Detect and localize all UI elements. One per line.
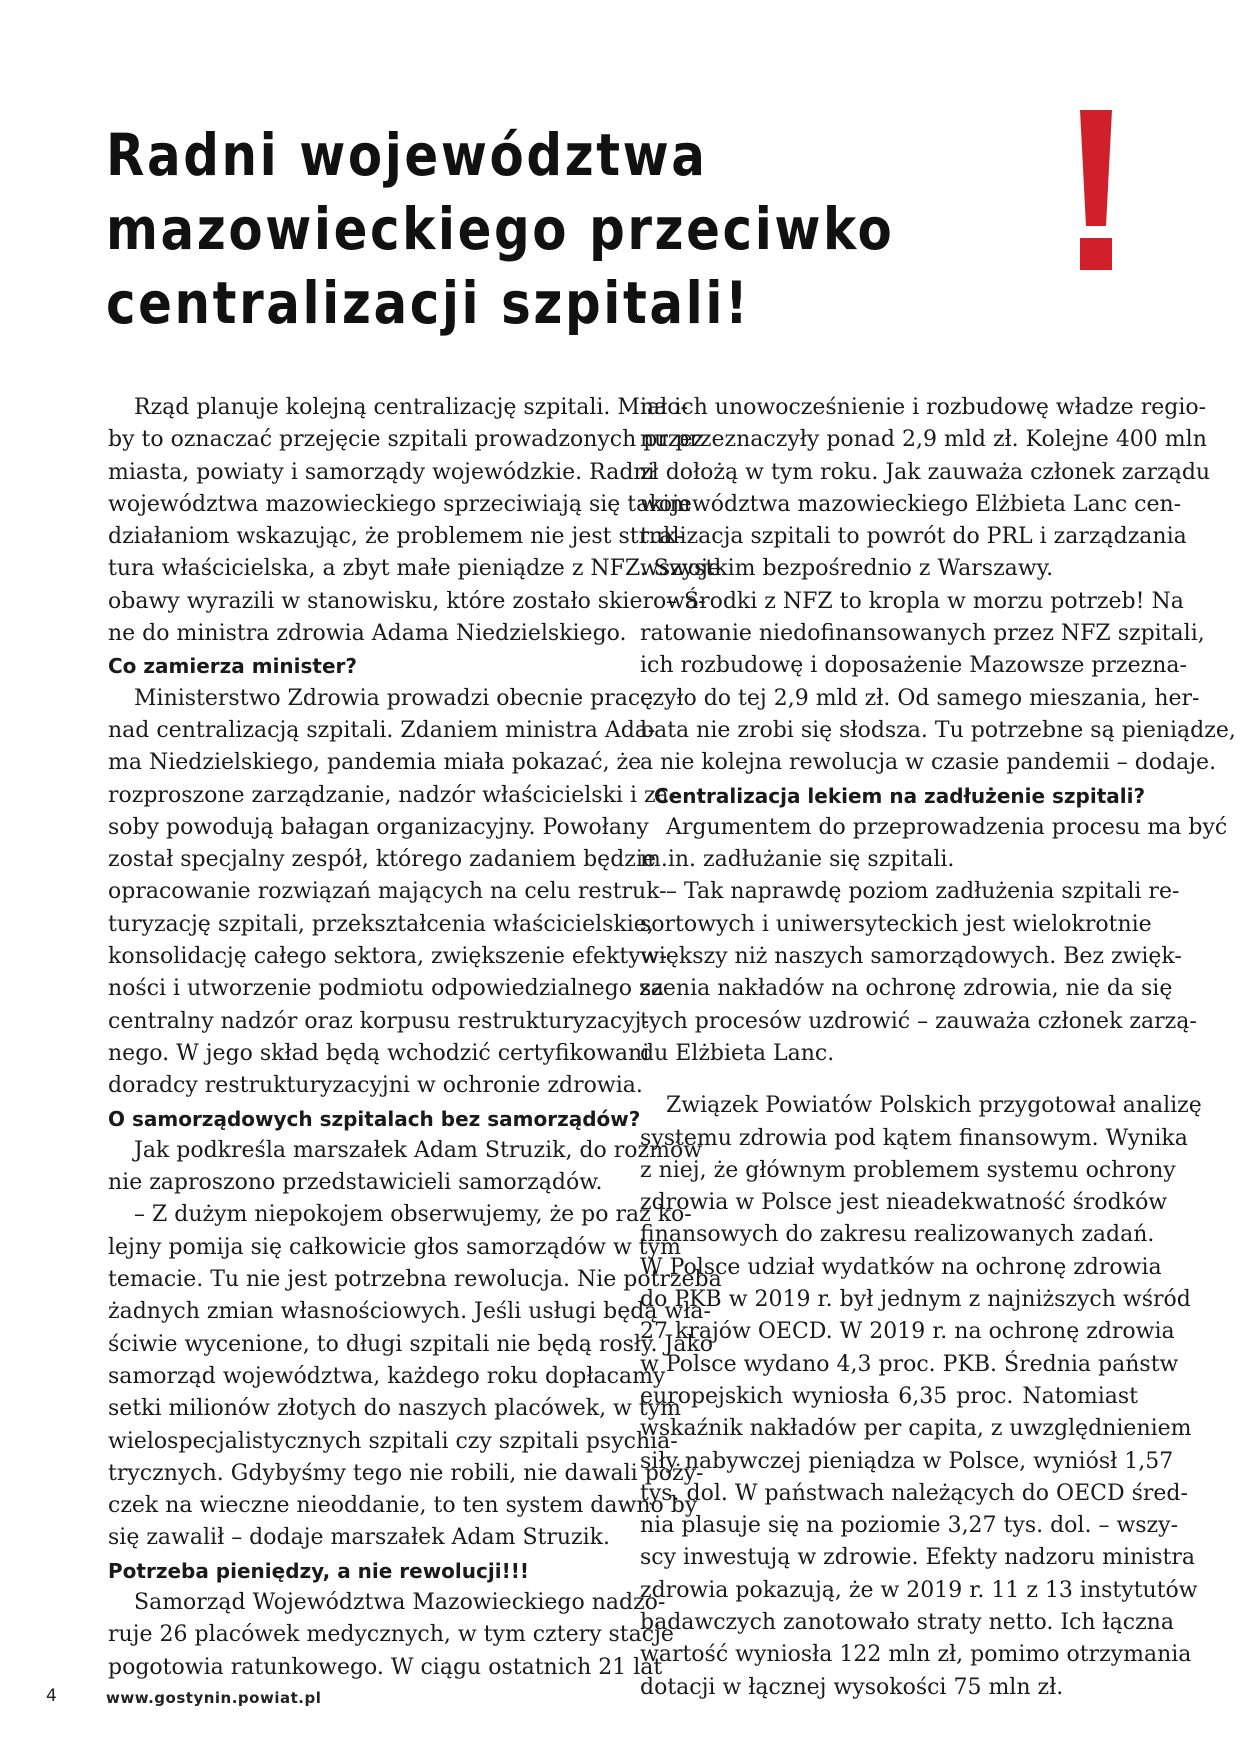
paragraph-intro — [108, 392, 721, 650]
text-line: tych procesów uzdrowić – zauważa członek zarzą- — [640, 1008, 1197, 1034]
paragraph-quote — [640, 586, 1236, 780]
text-line: wskaźnik nakładów per capita, z uwzględnieniem — [640, 1416, 1192, 1442]
paragraph — [108, 1135, 703, 1200]
text-line: bata nie zrobi się słodsza. Tu potrzebne są pieniądze, — [640, 717, 1236, 743]
text-line: większy niż naszych samorządowych. Bez zwięk- — [640, 944, 1182, 970]
text-line: systemu zdrowia pod kątem finansowym. Wynika — [640, 1125, 1188, 1151]
paragraph-quote — [108, 1199, 722, 1554]
text-line: by to oznaczać przejęcie szpitali prowadzonych przez — [108, 427, 705, 453]
text-line: nego. W jego skład będą wchodzić certyfikowani — [108, 1040, 650, 1066]
paragraph — [640, 812, 1228, 877]
text-line: z niej, że głównym problemem systemu ochrony — [640, 1157, 1176, 1183]
text-line: – Z dużym niepokojem obserwujemy, że po raz ko- — [134, 1202, 692, 1228]
text-line: trycznych. Gdybyśmy tego nie robili, nie dawali poży- — [108, 1460, 704, 1486]
text-line: w Polsce wydano 4,3 proc. PKB. Średnia państw — [640, 1351, 1179, 1377]
text-line: W Polsce udział wydatków na ochronę zdrowia — [640, 1254, 1162, 1280]
text-line: czyło do tej 2,9 mld zł. Od samego mieszania, her- — [640, 685, 1200, 711]
title-line-2: mazowieckiego przeciwko — [106, 195, 895, 263]
text-line: doradcy restrukturyzacyjni w ochronie zdrowia. — [108, 1073, 643, 1099]
text-line: ma Niedzielskiego, pandemia miała pokazać, że — [108, 750, 642, 776]
section-heading: Co zamierza minister? — [108, 654, 358, 679]
exclamation-bar — [1080, 110, 1112, 226]
text-line: turyzację szpitali, przekształcenia właścicielskie, — [108, 911, 654, 937]
text-line: został specjalny zespół, którego zadaniem będzie — [108, 847, 656, 873]
text-line: Argumentem do przeprowadzenia procesu ma być — [666, 814, 1228, 840]
text-line: szenia nakładów na ochronę zdrowia, nie da się — [640, 976, 1173, 1002]
paragraph — [640, 392, 1211, 586]
text-line: ich rozbudowę i doposażenie Mazowsze przezna- — [640, 653, 1187, 679]
text-line: soby powodują bałagan organizacyjny. Powołany — [108, 814, 649, 840]
text-line: samorząd województwa, każdego roku dopłacamy — [108, 1363, 666, 1389]
text-line: Związek Powiatów Polskich przygotował analizę — [666, 1093, 1202, 1119]
text-line: zdrowia w Polsce jest nieadekwatność środków — [640, 1190, 1168, 1216]
text-line: ne do ministra zdrowia Adama Niedzielskiego. — [108, 621, 627, 647]
text-line: do PKB w 2019 r. był jednym z najniższych wśród — [640, 1287, 1191, 1313]
text-line: konsolidację całego sektora, zwiększenie efektyw- — [108, 944, 667, 970]
text-line: nia plasuje się na poziomie 3,27 tys. dol. – wszy- — [640, 1513, 1179, 1539]
text-line: ściwie wycenione, to długi szpitali nie będą rosły. Jako — [108, 1331, 714, 1357]
text-line: nie zaproszono przedstawicieli samorządów. — [108, 1170, 603, 1196]
text-line: żadnych zmian własnościowych. Jeśli usługi będą wła- — [108, 1299, 711, 1325]
text-line: sortowych i uniwersyteckich jest wielokrotnie — [640, 911, 1152, 937]
paragraph — [640, 1090, 1202, 1704]
text-line: pogotowia ratunkowego. W ciągu ostatnich 21 lat — [108, 1654, 663, 1680]
text-line: ruje 26 placówek medycznych, w tym cztery stacje — [108, 1622, 674, 1648]
text-line: dotacji w łącznej wysokości 75 mln zł. — [640, 1674, 1064, 1700]
text-line: – Środki z NFZ to kropla w morzu potrzeb! Na — [666, 588, 1184, 614]
text-line: m.in. zadłużanie się szpitali. — [640, 847, 955, 873]
text-line: – Tak naprawdę poziom zadłużenia szpitali re- — [666, 879, 1180, 905]
exclamation-dot — [1080, 238, 1112, 270]
section-heading: Centralizacja lekiem na zadłużenie szpitali? — [654, 783, 1146, 808]
text-line: a nie kolejna rewolucja w czasie pandemii – dodaje. — [640, 750, 1217, 776]
text-line: Rząd planuje kolejną centralizację szpitali. Miało- — [134, 395, 688, 420]
text-line: wszystkim bezpośrednio z Warszawy. — [640, 556, 1054, 582]
text-line: europejskich wyniosła 6,35 proc. Natomiast — [640, 1383, 1138, 1409]
text-line: lejny pomija się całkowicie głos samorządów w tym — [108, 1234, 681, 1260]
text-line: czek na wieczne nieoddanie, to ten system dawno by — [108, 1493, 698, 1519]
text-line: wartość wyniosła 122 mln zł, pomimo otrzymania — [640, 1642, 1192, 1668]
title-line-1: Radni województwa — [106, 121, 708, 189]
text-line: tura właścicielska, a zbyt małe pieniądze z NFZ. Swoje — [108, 556, 721, 582]
text-line: tralizacja szpitali to powrót do PRL i zarządzania — [640, 524, 1187, 550]
section-heading: O samorządowych szpitalach bez samorządów? — [108, 1106, 641, 1131]
text-line: się zawalił – dodaje marszałek Adam Struzik. — [108, 1525, 611, 1551]
text-line: obawy wyrazili w stanowisku, które zostało skierowa- — [108, 588, 706, 614]
text-line: tys. dol. W państwach należących do OECD śred- — [640, 1480, 1188, 1506]
page-number: 4 — [46, 1686, 57, 1706]
text-line: województwa mazowieckiego Elżbieta Lanc cen- — [640, 491, 1182, 517]
website-link[interactable]: www.gostynin.powiat.pl — [106, 1689, 322, 1707]
text-line: 27 krajów OECD. W 2019 r. na ochronę zdrowia — [640, 1319, 1175, 1345]
text-line: setki milionów złotych do naszych placówek, w tym — [108, 1396, 682, 1422]
text-line: Jak podkreśla marszałek Adam Struzik, do rozmów — [134, 1137, 703, 1163]
exclamation-mark-icon — [1078, 110, 1114, 270]
text-line: na ich unowocześnienie i rozbudowę władze regio- — [640, 395, 1207, 420]
text-line: Ministerstwo Zdrowia prowadzi obecnie pracę — [134, 685, 654, 711]
text-line: nu przeznaczyły ponad 2,9 mld zł. Kolejne 400 mln — [640, 427, 1207, 453]
text-line: centralny nadzór oraz korpusu restrukturyzacyj- — [108, 1008, 649, 1034]
text-line: opracowanie rozwiązań mających na celu restruk- — [108, 879, 667, 905]
paragraph-quote — [640, 876, 1197, 1070]
text-line: temacie. Tu nie jest potrzebna rewolucja. Nie potrzeba — [108, 1267, 722, 1293]
text-line: ratowanie niedofinansowanych przez NFZ szpitali, — [640, 621, 1205, 647]
text-line: nad centralizacją szpitali. Zdaniem ministra Ada- — [108, 717, 656, 743]
text-line: badawczych zanotowało straty netto. Ich łączna — [640, 1609, 1174, 1635]
text-line: miasta, powiaty i samorządy wojewódzkie. Radni — [108, 459, 655, 485]
text-line: finansowych do zakresu realizowanych zadań. — [640, 1222, 1155, 1248]
text-line: Samorząd Województwa Mazowieckiego nadzo- — [134, 1589, 666, 1615]
paragraph-gap — [640, 1070, 1138, 1090]
paragraph — [108, 1587, 674, 1684]
text-line: scy inwestują w zdrowie. Efekty nadzoru ministra — [640, 1545, 1196, 1571]
title-line-3: centralizacji szpitali! — [106, 269, 751, 337]
text-line: wielospecjalistycznych szpitali czy szpitali psychia- — [108, 1428, 678, 1454]
text-line: rozproszone zarządzanie, nadzór właścicielski i za- — [108, 782, 677, 808]
text-line: województwa mazowieckiego sprzeciwiają się takim — [108, 491, 691, 517]
paragraph — [108, 683, 677, 1103]
article-title — [106, 118, 895, 340]
text-line: zł dołożą w tym roku. Jak zauważa członek zarządu — [640, 459, 1211, 485]
text-line: siły nabywczej pieniądza w Polsce, wyniósł 1,57 — [640, 1448, 1174, 1474]
text-line: zdrowia pokazują, że w 2019 r. 11 z 13 instytutów — [640, 1577, 1198, 1603]
text-line: ności i utworzenie podmiotu odpowiedzialnego za — [108, 976, 664, 1002]
left-column — [108, 392, 722, 1684]
text-line: du Elżbieta Lanc. — [640, 1040, 835, 1066]
section-heading: Potrzeba pieniędzy, a nie rewolucji!!! — [108, 1558, 529, 1583]
text-line: działaniom wskazując, że problemem nie jest struk- — [108, 524, 684, 550]
right-column — [640, 392, 1236, 1704]
